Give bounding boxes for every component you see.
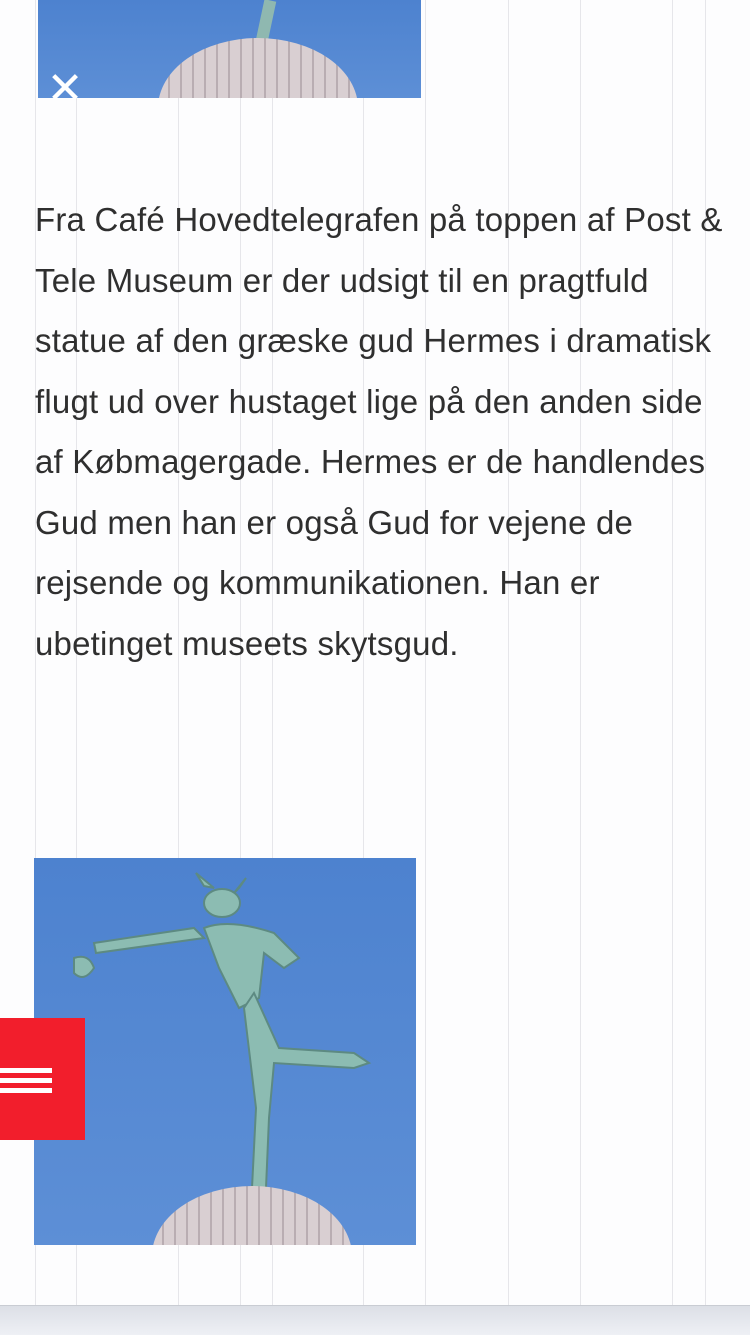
- statue-leg: [256, 0, 276, 43]
- browser-bottom-bar: [0, 1305, 750, 1335]
- hermes-photo-top: [38, 0, 421, 98]
- dome: [158, 38, 358, 98]
- hermes-statue: [34, 858, 416, 1245]
- article-paragraph: Fra Café Hovedtelegrafen på toppen af Post & Tele Museum er der udsigt til en pragtfuld statue af den græske gud Hermes i dramatisk flugt ud over hustaget lige på den anden side af Købmagergade. Hermes er de handlendes Gud men han er også Gud for vejene de rejsende og kommunikationen. Han er ubetinget museets skytsgud.: [35, 201, 723, 662]
- close-icon[interactable]: ✕: [46, 64, 84, 113]
- menu-button[interactable]: [0, 1018, 85, 1140]
- hermes-photo: [34, 858, 416, 1245]
